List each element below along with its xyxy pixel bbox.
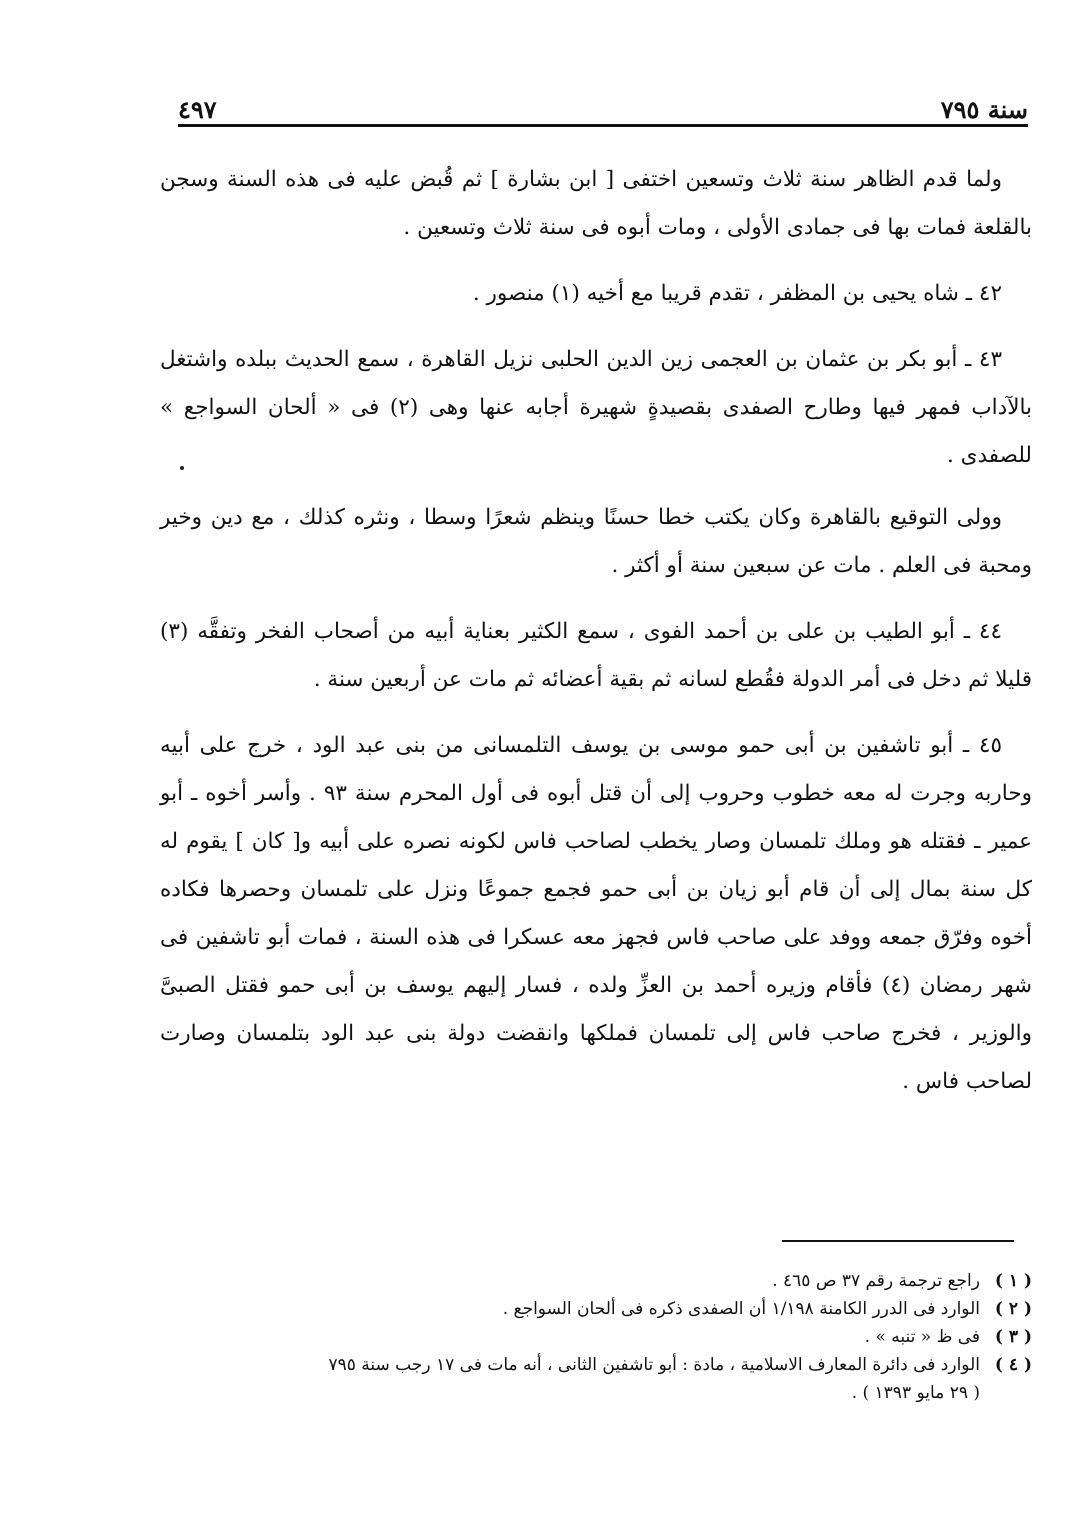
entry-42: ٤٢ ـ شاه يحيى بن المظفر ، تقدم قريبا مع أخيه (١) منصور .: [472, 281, 1002, 306]
footnote-4-continuation: ( ٢٩ مايو ١٣٩٣ ) .: [851, 1383, 980, 1403]
footnote-number: ( ٤ ): [994, 1355, 1032, 1375]
paragraph-ibn-bishara: ولما قدم الظاهر سنة ثلاث وتسعين اختفى [ ابن بشارة ] ثم قُبض عليه فى هذه السنة وسجن بالقلعة فمات بها فى جمادى الأولى ، ومات أبوه فى سنة ثلاث وتسعين .: [160, 167, 1032, 240]
entry-43: ٤٣ ـ أبو بكر بن عثمان بن العجمى زين الدين الحلبى نزيل القاهرة ، سمع الحديث ببلده واشتغل بالآداب فمهر فيها وطارح الصفدى بقصيدةٍ شهيرة أجابه عنها وهى (٢) فى « ألحان السواجع » للصفدى .: [160, 347, 1033, 468]
footnote-text: فى ظ « تنبه » .: [864, 1327, 980, 1347]
footnote-number: ( ٢ ): [994, 1299, 1032, 1319]
entry-43-continued: وولى التوقيع بالقاهرة وكان يكتب خطا حسنًا وينظم شعرًا وسطا ، ونثره كذلك ، مع دين وخير ومحبة فى العلم . مات عن سبعين سنة أو أكثر .: [160, 505, 1032, 578]
footnotes: [160, 1268, 1032, 1406]
footnote-2: [160, 1296, 1032, 1322]
page-number: ٤٩٧: [178, 95, 217, 124]
footnote-4: [160, 1352, 1032, 1378]
footnote-3: [160, 1324, 1032, 1350]
main-text: [160, 156, 1032, 1124]
footnote-1: [160, 1268, 1032, 1294]
print-speck: [180, 466, 184, 470]
footnote-text: الوارد فى الدرر الكامنة ١/١٩٨ أن الصفدى ذكره فى ألحان السواجع .: [502, 1299, 980, 1319]
footnote-text: راجع ترجمة رقم ٣٧ ص ٤٦٥ .: [772, 1271, 980, 1291]
footnote-number: ( ١ ): [994, 1271, 1032, 1291]
header-title: سنة ٧٩٥: [940, 95, 1028, 124]
running-header: [178, 84, 1028, 124]
header-rule: [178, 124, 1028, 127]
entry-45: ٤٥ ـ أبو تاشفين بن أبى حمو موسى بن يوسف التلمسانى من بنى عبد الود ، خرج على أبيه وحاربه وجرت له معه خطوب وحروب إلى أن قتل أبوه فى أول المحرم سنة ٩٣ . وأسر أخوه ـ أبو عمير ـ فقتله هو وملك تلمسان وصار يخطب لصاحب فاس لكونه نصره على أبيه و[ كان ] يقوم له كل سنة بمال إلى أن قام أبو زيان بن أبى حمو فجمع جموعًا ونزل على تلمسان وحصرها فكاده أخوه وفرّق جمعه ووفد على صاحب فاس فجهز معه عسكرا فى هذه السنة ، فمات أبو تاشفين فى شهر رمضان (٤) فأقام وزيره أحمد بن العزِّ ولده ، فسار إليهم يوسف بن أبى حمو فقتل الصبىَّ والوزير ، فخرج صاحب فاس إلى تلمسان فملكها وانقضت دولة بنى عبد الود بتلمسان وصارت لصاحب فاس .: [160, 733, 1033, 1094]
entry-44: ٤٤ ـ أبو الطيب بن على بن أحمد الفوى ، سمع الكثير بعناية أبيه من أصحاب الفخر وتفقَّه (٣) قليلا ثم دخل فى أمر الدولة فقُطع لسانه ثم بقية أعضائه ثم مات عن أربعين سنة .: [160, 619, 1032, 692]
footnote-text: الوارد فى دائرة المعارف الاسلامية ، مادة : أبو تاشفين الثانى ، أنه مات فى ١٧ رجب سنة ٧٩٥: [328, 1355, 980, 1375]
footnote-rule: [782, 1240, 1014, 1242]
footnote-number: ( ٣ ): [994, 1327, 1032, 1347]
